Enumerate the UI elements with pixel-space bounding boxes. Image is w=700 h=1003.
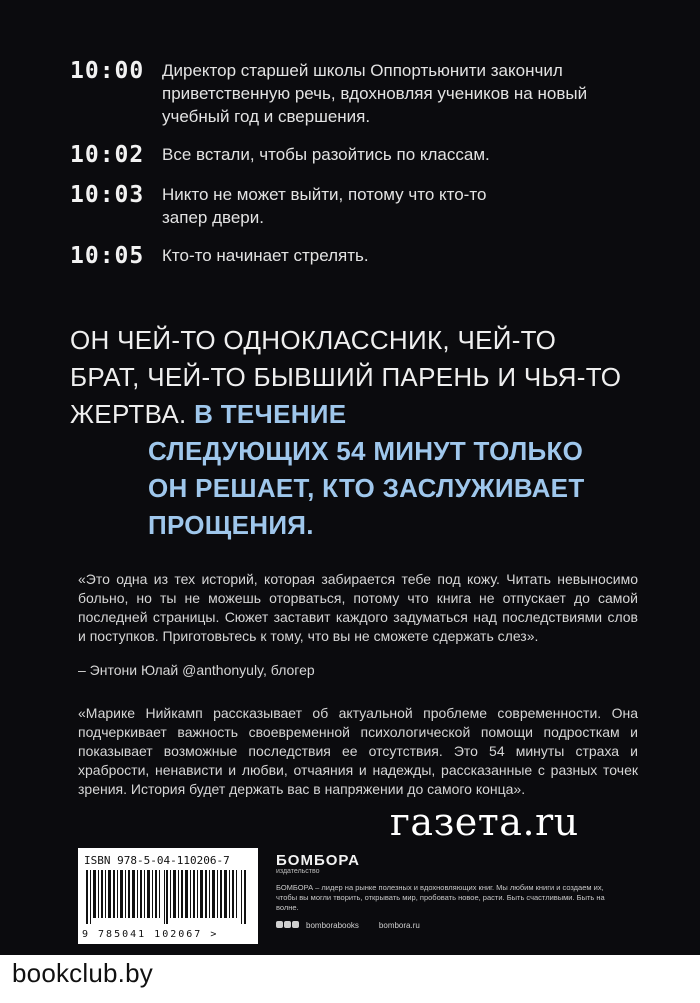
tagline-accent-first: В ТЕЧЕНИЕ	[194, 399, 347, 429]
vk-icon	[284, 921, 291, 928]
timeline-text: Все встали, чтобы разойтись по классам.	[162, 145, 490, 164]
timeline-time: 10:02	[70, 142, 145, 168]
timeline-text: Никто не может выйти, потому что кто-то запер двери.	[162, 185, 487, 227]
tagline-accent-rest: СЛЕДУЮЩИХ 54 МИНУТ ТОЛЬКО ОН РЕШАЕТ, КТО ЗАСЛУЖИВАЕТ ПРОЩЕНИЯ.	[148, 436, 585, 540]
tagline	[70, 322, 630, 544]
review-quote-2: «Марике Нийкамп рассказывает об актуальной проблеме современности. Она подчеркивает важность своевременной психологической помощи подросткам и показывает возможные последствия ее отсутствия. Это 54 минуты страха и храбрости, ненависти и любви, отчаяния и надежды, рассказанные с разных точек зрения. История будет держать вас в напряжении до самого конца».	[78, 705, 638, 797]
barcode-icon	[86, 870, 250, 924]
timeline-text: Кто-то начинает стрелять.	[162, 246, 369, 265]
publisher-links	[276, 921, 606, 930]
review-quote-1-attribution: – Энтони Юлай @anthonyuly, блогер	[78, 662, 315, 678]
isbn-number: ISBN 978-5-04-110206-7	[84, 854, 230, 867]
timeline-entry	[70, 58, 670, 128]
timeline-entry	[70, 182, 670, 229]
timeline-entry	[70, 243, 670, 269]
bookclub-watermark: bookclub.by	[12, 958, 153, 988]
tagline-plain: ОН ЧЕЙ-ТО ОДНОКЛАССНИК, ЧЕЙ-ТО БРАТ, ЧЕЙ-ТО БЫВШИЙ ПАРЕНЬ И ЧЬЯ-ТО ЖЕРТВА.	[70, 325, 622, 429]
review-quote-1: «Это одна из тех историй, которая забирается тебе под кожу. Читать невыносимо больно, но ты не можешь оторваться, потому что книга не отпускает до самой последней страницы. Сюжет заставит каждого задуматься над последствиями слов и поступков. Приготовьтесь к тому, что вы не сможете сдержать слез».	[78, 571, 638, 644]
publisher-subtitle: издательство	[276, 868, 320, 875]
timeline	[70, 58, 670, 283]
social-handle: bomborabooks	[306, 921, 359, 930]
publisher-logo: БОМБОРА	[276, 852, 360, 869]
timeline-time: 10:00	[70, 58, 145, 84]
timeline-time: 10:05	[70, 243, 145, 269]
timeline-entry	[70, 142, 670, 168]
timeline-time: 10:03	[70, 182, 145, 208]
instagram-icon	[292, 921, 299, 928]
facebook-icon	[276, 921, 283, 928]
isbn-barcode	[78, 848, 258, 944]
timeline-text: Директор старшей школы Оппортьюнити закончил приветственную речь, вдохновляя учеников на новый учебный год и свершения.	[162, 61, 588, 126]
social-icons	[276, 921, 300, 930]
publisher-block	[276, 852, 606, 930]
publisher-description: БОМБОРА – лидер на рынке полезных и вдохновляющих книг. Мы любим книги и создаем их, чтобы вы могли творить, открывать мир, пробовать новое, расти. Быть счастливыми. Быть на волне.	[276, 883, 605, 912]
barcode-digits: 9 785041 102067 >	[82, 929, 219, 940]
publisher-site: bombora.ru	[378, 921, 420, 930]
gazeta-ru-logo: газета.ru	[390, 800, 579, 844]
